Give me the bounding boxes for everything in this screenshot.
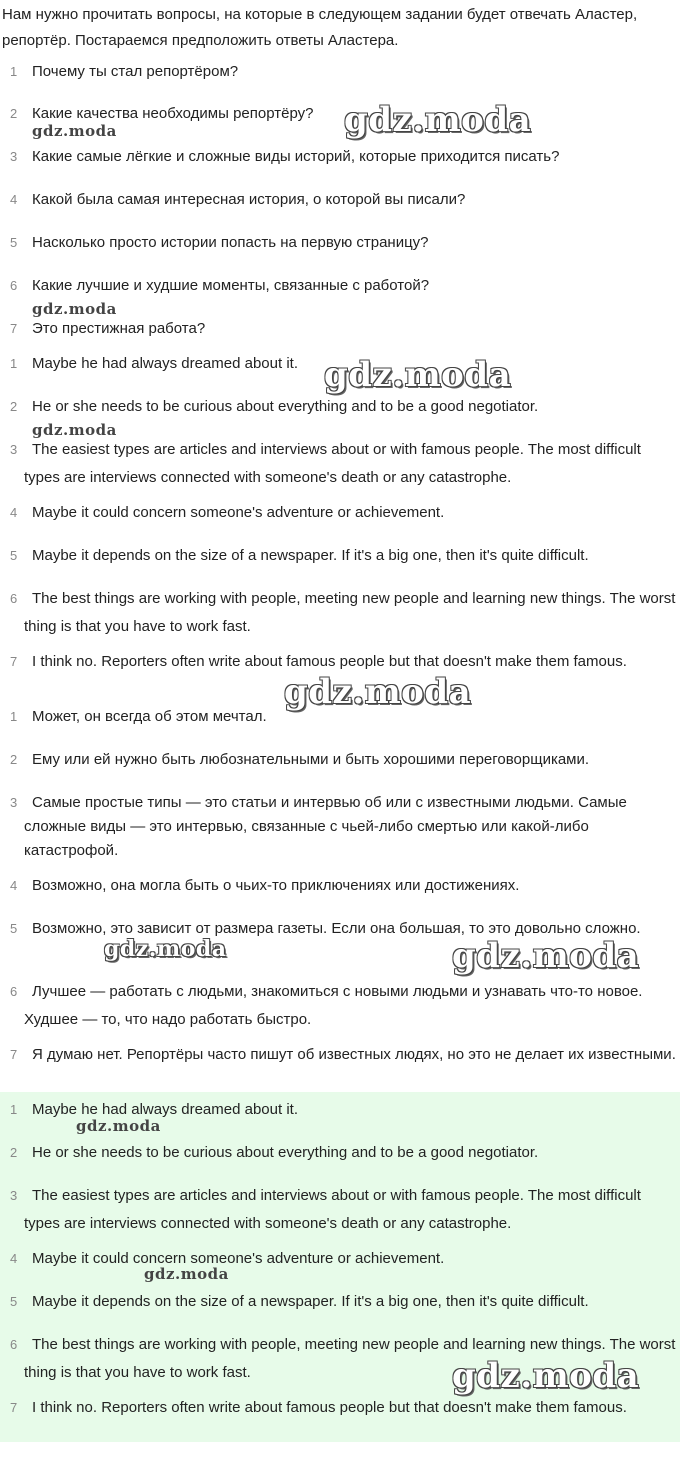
item-number: 1 <box>10 64 18 79</box>
item-number: 7 <box>10 1047 18 1062</box>
item-number: 2 <box>10 752 18 767</box>
item-text: He or she needs to be curious about everything and to be a good negotiator. <box>32 398 539 415</box>
item-text: Ему или ей нужно быть любознательными и быть хорошими переговорщиками. <box>32 751 590 768</box>
item-number: 3 <box>10 795 18 810</box>
item-number: 5 <box>10 235 18 250</box>
item-text: Maybe it could concern someone's adventure or achievement. <box>32 1250 445 1267</box>
answer-highlight-item <box>0 1394 676 1422</box>
item-text: Какие самые лёгкие и сложные виды историй, которые приходится писать? <box>32 148 560 165</box>
item-text: Может, он всегда об этом мечтал. <box>32 708 267 725</box>
watermark-logo: gdz.moda <box>32 300 117 318</box>
item-number: 5 <box>10 921 18 936</box>
item-text: Возможно, это зависит от размера газеты. Если она большая, то это довольно сложно. <box>32 920 641 937</box>
item-text: Maybe he had always dreamed about it. <box>32 355 298 372</box>
question-item <box>0 143 676 171</box>
item-number: 6 <box>10 278 18 293</box>
item-number: 2 <box>10 1145 18 1160</box>
item-number: 4 <box>10 1251 18 1266</box>
item-text: Насколько просто истории попасть на первую страницу? <box>32 234 429 251</box>
item-number: 3 <box>10 149 18 164</box>
item-text: I think no. Reporters often write about famous people but that doesn't make them famous. <box>32 1399 627 1416</box>
item-text: Maybe it could concern someone's adventure or achievement. <box>32 504 445 521</box>
item-text: Лучшее — работать с людьми, знакомиться с новыми людьми и узнавать что-то новое. Худшее — то, что надо работать быстро. <box>24 983 643 1028</box>
watermark-logo: gdz.moda <box>76 1117 161 1135</box>
answer-en-item <box>0 393 676 421</box>
watermark-logo: gdz.moda <box>144 1265 229 1283</box>
intro-text: Нам нужно прочитать вопросы, на которые в следующем задании будет отвечать Аластер, репортёр. Постараемся предположить ответы Аластера. <box>2 6 638 49</box>
item-text: Какой была самая интересная история, о которой вы писали? <box>32 191 466 208</box>
item-number: 1 <box>10 356 18 371</box>
answer-en-item <box>0 436 676 492</box>
answer-ru-item <box>0 789 676 863</box>
watermark-logo: gdz.moda <box>324 355 512 395</box>
item-text: Возможно, она могла быть о чьих-то приключениях или достижениях. <box>32 877 520 894</box>
answer-ru-item <box>0 978 676 1034</box>
answer-en-item <box>0 585 676 641</box>
answer-ru-item <box>0 1041 676 1069</box>
item-number: 1 <box>10 1102 18 1117</box>
watermark-logo: gdz.moda <box>32 421 117 439</box>
item-text: Maybe it depends on the size of a newspaper. If it's a big one, then it's quite difficult. <box>32 547 589 564</box>
item-number: 2 <box>10 106 18 121</box>
item-number: 3 <box>10 1188 18 1203</box>
item-number: 6 <box>10 984 18 999</box>
question-item <box>0 272 676 300</box>
item-text: The best things are working with people, meeting new people and learning new things. The worst thing is that you have to work fast. <box>24 1336 676 1381</box>
answer-highlight-item <box>0 1288 676 1316</box>
item-number: 4 <box>10 878 18 893</box>
watermark-logo: gdz.moda <box>344 100 532 140</box>
item-number: 1 <box>10 709 18 724</box>
answer-highlight-item <box>0 1245 676 1273</box>
item-text: The best things are working with people, meeting new people and learning new things. The worst thing is that you have to work fast. <box>24 590 676 635</box>
item-number: 5 <box>10 548 18 563</box>
item-number: 5 <box>10 1294 18 1309</box>
item-number: 3 <box>10 442 18 457</box>
watermark-logo: gdz.moda <box>452 1356 640 1396</box>
question-item <box>0 315 676 343</box>
item-text: He or she needs to be curious about everything and to be a good negotiator. <box>32 1144 539 1161</box>
answer-ru-item <box>0 872 676 900</box>
item-text: Какие лучшие и худшие моменты, связанные с работой? <box>32 277 430 294</box>
question-item <box>0 58 676 86</box>
item-number: 7 <box>10 654 18 669</box>
watermark-logo: gdz.moda <box>104 936 227 962</box>
answer-en-item <box>0 499 676 527</box>
item-text: Maybe it depends on the size of a newspaper. If it's a big one, then it's quite difficult. <box>32 1293 589 1310</box>
item-text: Maybe he had always dreamed about it. <box>32 1101 298 1118</box>
question-item <box>0 229 676 257</box>
item-number: 4 <box>10 505 18 520</box>
item-number: 4 <box>10 192 18 207</box>
item-number: 6 <box>10 1337 18 1352</box>
item-text: Я думаю нет. Репортёры часто пишут об известных людях, но это не делает их известными. <box>32 1046 676 1063</box>
item-text: Это престижная работа? <box>32 320 206 337</box>
item-text: Почему ты стал репортёром? <box>32 63 239 80</box>
item-text: Какие качества необходимы репортёру? <box>32 105 314 122</box>
answer-ru-item <box>0 746 676 774</box>
item-number: 7 <box>10 321 18 336</box>
answer-highlight-item <box>0 1182 676 1238</box>
item-text: I think no. Reporters often write about famous people but that doesn't make them famous. <box>32 653 627 670</box>
answer-highlight-item <box>0 1139 676 1167</box>
item-text: Самые простые типы — это статьи и интервью об или с известными людьми. Самые сложные виды — это интервью, связанные с чьей-либо смертью или какой-либо катастрофой. <box>24 794 627 859</box>
question-item <box>0 186 676 214</box>
item-number: 2 <box>10 399 18 414</box>
watermark-logo: gdz.moda <box>32 122 117 140</box>
watermark-logo: gdz.moda <box>284 672 472 712</box>
answer-en-item <box>0 542 676 570</box>
watermark-logo: gdz.moda <box>452 936 640 976</box>
item-number: 7 <box>10 1400 18 1415</box>
item-number: 6 <box>10 591 18 606</box>
item-text: The easiest types are articles and interviews about or with famous people. The most difficult types are interviews connected with someone's death or any catastrophe. <box>24 1187 641 1232</box>
item-text: The easiest types are articles and interviews about or with famous people. The most difficult types are interviews connected with someone's death or any catastrophe. <box>24 441 641 486</box>
